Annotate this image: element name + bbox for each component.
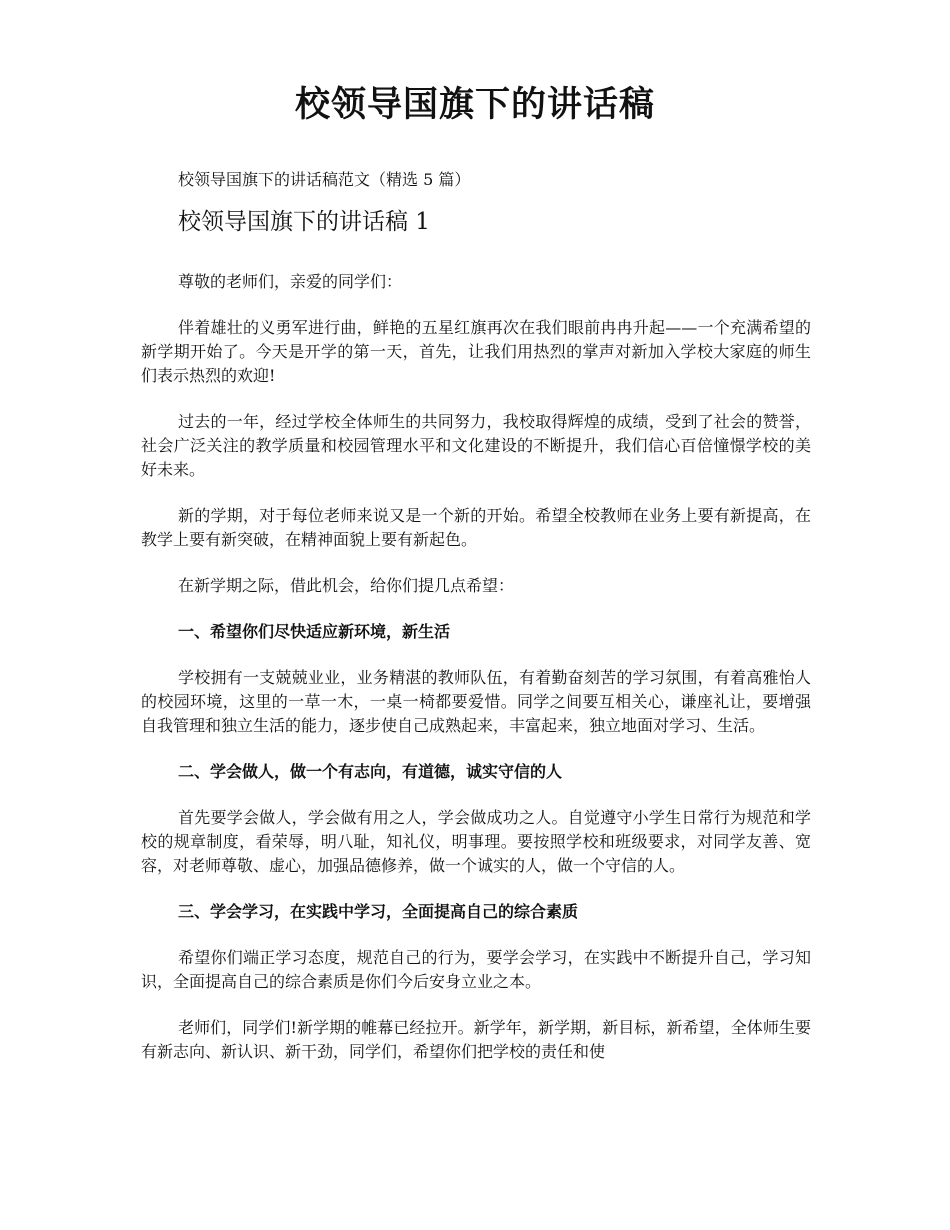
hope-heading: 一、希望你们尽快适应新环境，新生活 [178, 622, 451, 641]
hope-paragraph: 学校拥有一支兢兢业业，业务精湛的教师队伍，有着勤奋刻苦的学习氛围，有着高雅怡人的校园环境，这里的一草一木，一桌一椅都要爱惜。同学之间要互相关心，谦座礼让，要增强自我管理和独立生活的能力，逐步使自己成熟起来，丰富起来，独立地面对学习、生活。 [141, 668, 811, 735]
body-paragraph: 新的学期，对于每位老师来说又是一个新的开始。希望全校教师在业务上要有新提高，在教学上要有新突破，在精神面貌上要有新起色。 [141, 506, 811, 549]
section-heading: 校领导国旗下的讲话稿 1 [178, 209, 430, 235]
hope-heading: 三、学会学习，在实践中学习，全面提高自己的综合素质 [178, 902, 579, 921]
hope-heading: 二、学会做人，做一个有志向，有道德，诚实守信的人 [178, 762, 563, 781]
document-title: 校领导国旗下的讲话稿 [294, 84, 655, 125]
greeting-paragraph: 尊敬的老师们，亲爱的同学们： [178, 272, 403, 291]
document-body [141, 168, 811, 1064]
document-subtitle: 校领导国旗下的讲话稿范文（精选 5 篇） [178, 170, 471, 189]
body-paragraph: 伴着雄壮的义勇军进行曲，鲜艳的五星红旗再次在我们眼前冉冉升起——一个充满希望的新学期开始了。今天是开学的第一天，首先，让我们用热烈的掌声对新加入学校大家庭的师生们表示热烈的欢迎! [141, 318, 811, 385]
body-paragraph: 在新学期之际，借此机会，给你们提几点希望： [178, 576, 515, 595]
closing-paragraph: 老师们，同学们!新学期的帷幕已经拉开。新学年，新学期，新目标，新希望，全体师生要有新志向、新认识、新干劲，同学们，希望你们把学校的责任和使 [141, 1018, 811, 1061]
hope-paragraph: 希望你们端正学习态度，规范自己的行为，要学会学习，在实践中不断提升自己，学习知识，全面提高自己的综合素质是你们今后安身立业之本。 [141, 948, 811, 991]
hope-paragraph: 首先要学会做人，学会做有用之人，学会做成功之人。自觉遵守小学生日常行为规范和学校的规章制度，看荣辱，明八耻，知礼仪，明事理。要按照学校和班级要求，对同学友善、宽容，对老师尊敬、虚心，加强品德修养，做一个诚实的人，做一个守信的人。 [141, 808, 811, 875]
body-paragraph: 过去的一年，经过学校全体师生的共同努力，我校取得辉煌的成绩，受到了社会的赞誉，社会广泛关注的教学质量和校园管理水平和文化建设的不断提升，我们信心百倍憧憬学校的美好未来。 [141, 412, 811, 479]
